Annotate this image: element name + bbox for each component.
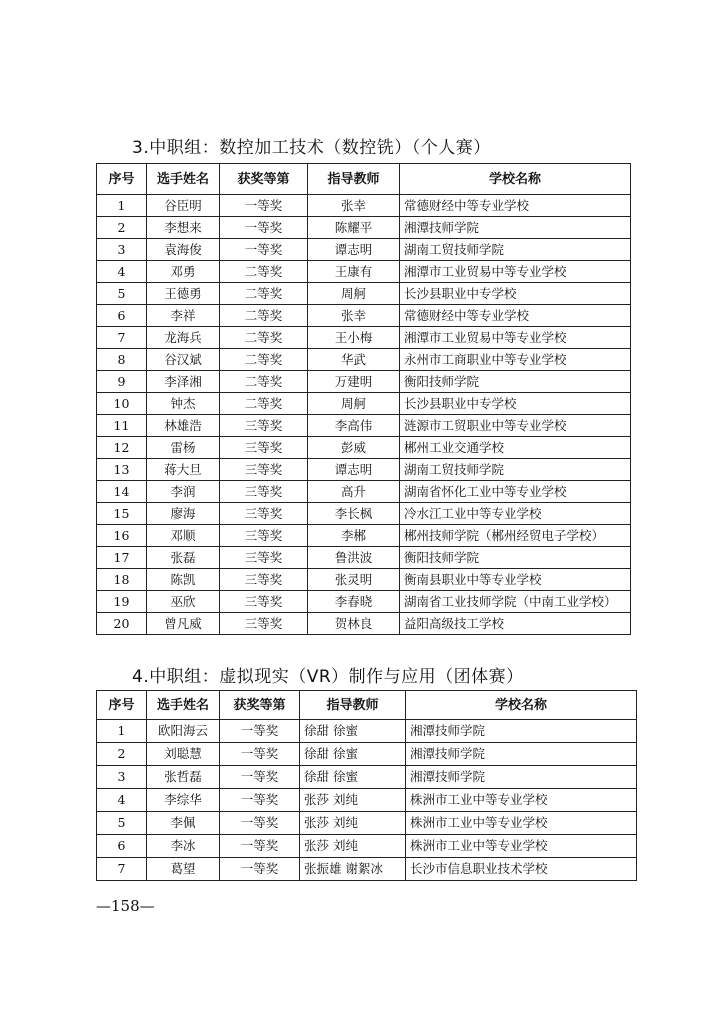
cell-teacher: 张振雄 谢絮冰 bbox=[300, 858, 406, 881]
table-row bbox=[97, 789, 637, 812]
cell-name: 邓顺 bbox=[147, 525, 220, 547]
table-row bbox=[97, 261, 631, 283]
cell-school: 长沙市信息职业技术学校 bbox=[406, 858, 637, 881]
table-row bbox=[97, 327, 631, 349]
cell-name: 谷汉斌 bbox=[147, 349, 220, 371]
cell-school: 株洲市工业中等专业学校 bbox=[406, 812, 637, 835]
cell-teacher: 张莎 刘纯 bbox=[300, 835, 406, 858]
cell-award: 三等奖 bbox=[220, 459, 308, 481]
cell-index: 14 bbox=[97, 481, 147, 503]
cell-award: 三等奖 bbox=[220, 569, 308, 591]
cell-teacher: 王康有 bbox=[308, 261, 400, 283]
table-row bbox=[97, 239, 631, 261]
section-title: 4.中职组：虚拟现实（VR）制作与应用（团体赛） bbox=[132, 667, 524, 687]
cell-teacher: 李高伟 bbox=[308, 415, 400, 437]
table-row bbox=[97, 743, 637, 766]
cell-award: 一等奖 bbox=[220, 812, 300, 835]
cell-award: 二等奖 bbox=[220, 349, 308, 371]
cell-name: 李祥 bbox=[147, 305, 220, 327]
cell-name: 葛望 bbox=[147, 858, 220, 881]
cell-school: 湘潭技师学院 bbox=[406, 766, 637, 789]
table-row bbox=[97, 835, 637, 858]
cell-school: 衡南县职业中等专业学校 bbox=[400, 569, 631, 591]
table-row bbox=[97, 415, 631, 437]
cell-award: 三等奖 bbox=[220, 613, 308, 635]
cell-teacher: 谭志明 bbox=[308, 239, 400, 261]
cell-name: 陈凯 bbox=[147, 569, 220, 591]
cell-school: 湘潭市工业贸易中等专业学校 bbox=[400, 327, 631, 349]
cell-index: 5 bbox=[97, 283, 147, 305]
cell-index: 7 bbox=[97, 858, 147, 881]
cell-award: 一等奖 bbox=[220, 789, 300, 812]
cell-teacher: 张灵明 bbox=[308, 569, 400, 591]
table-row bbox=[97, 349, 631, 371]
cell-name: 李冰 bbox=[147, 835, 220, 858]
cell-index: 8 bbox=[97, 349, 147, 371]
table-row bbox=[97, 437, 631, 459]
header-school: 学校名称 bbox=[400, 164, 631, 195]
cell-index: 10 bbox=[97, 393, 147, 415]
cell-teacher: 张莎 刘纯 bbox=[300, 812, 406, 835]
awards-table-vr bbox=[96, 690, 637, 881]
cell-name: 蒋大旦 bbox=[147, 459, 220, 481]
cell-school: 永州市工商职业中等专业学校 bbox=[400, 349, 631, 371]
table-row bbox=[97, 547, 631, 569]
cell-school: 郴州工业交通学校 bbox=[400, 437, 631, 459]
cell-school: 涟源市工贸职业中等专业学校 bbox=[400, 415, 631, 437]
cell-teacher: 李郴 bbox=[308, 525, 400, 547]
header-index: 序号 bbox=[97, 164, 147, 195]
cell-name: 钟杰 bbox=[147, 393, 220, 415]
cell-teacher: 李长枫 bbox=[308, 503, 400, 525]
cell-award: 一等奖 bbox=[220, 217, 308, 239]
cell-teacher: 张幸 bbox=[308, 195, 400, 217]
cell-index: 3 bbox=[97, 766, 147, 789]
cell-award: 三等奖 bbox=[220, 525, 308, 547]
cell-index: 11 bbox=[97, 415, 147, 437]
cell-name: 王德勇 bbox=[147, 283, 220, 305]
table-row bbox=[97, 525, 631, 547]
table-header-row bbox=[97, 164, 631, 195]
page-number: —158— bbox=[96, 897, 155, 915]
cell-award: 一等奖 bbox=[220, 239, 308, 261]
header-teacher: 指导教师 bbox=[300, 691, 406, 720]
table-row bbox=[97, 195, 631, 217]
cell-index: 20 bbox=[97, 613, 147, 635]
table-row bbox=[97, 720, 637, 743]
header-name: 选手姓名 bbox=[147, 164, 220, 195]
cell-index: 9 bbox=[97, 371, 147, 393]
cell-name: 龙海兵 bbox=[147, 327, 220, 349]
cell-name: 刘聪慧 bbox=[147, 743, 220, 766]
header-teacher: 指导教师 bbox=[308, 164, 400, 195]
cell-award: 一等奖 bbox=[220, 195, 308, 217]
table-row bbox=[97, 812, 637, 835]
cell-school: 湘潭技师学院 bbox=[400, 217, 631, 239]
cell-award: 二等奖 bbox=[220, 371, 308, 393]
table-row bbox=[97, 459, 631, 481]
cell-name: 李综华 bbox=[147, 789, 220, 812]
cell-name: 张哲磊 bbox=[147, 766, 220, 789]
table-row bbox=[97, 393, 631, 415]
cell-award: 三等奖 bbox=[220, 503, 308, 525]
cell-award: 三等奖 bbox=[220, 415, 308, 437]
cell-award: 二等奖 bbox=[220, 305, 308, 327]
cell-index: 16 bbox=[97, 525, 147, 547]
cell-school: 衡阳技师学院 bbox=[400, 547, 631, 569]
cell-school: 长沙县职业中专学校 bbox=[400, 393, 631, 415]
table-row bbox=[97, 371, 631, 393]
awards-table-cnc bbox=[96, 163, 631, 635]
cell-teacher: 张幸 bbox=[308, 305, 400, 327]
cell-teacher: 华武 bbox=[308, 349, 400, 371]
cell-name: 巫欣 bbox=[147, 591, 220, 613]
cell-teacher: 谭志明 bbox=[308, 459, 400, 481]
cell-teacher: 张莎 刘纯 bbox=[300, 789, 406, 812]
cell-index: 1 bbox=[97, 195, 147, 217]
cell-name: 李想来 bbox=[147, 217, 220, 239]
cell-name: 邓勇 bbox=[147, 261, 220, 283]
cell-teacher: 贺林良 bbox=[308, 613, 400, 635]
table-row bbox=[97, 503, 631, 525]
cell-school: 益阳高级技工学校 bbox=[400, 613, 631, 635]
cell-award: 一等奖 bbox=[220, 858, 300, 881]
cell-award: 一等奖 bbox=[220, 720, 300, 743]
cell-award: 三等奖 bbox=[220, 481, 308, 503]
header-award: 获奖等第 bbox=[220, 691, 300, 720]
cell-teacher: 徐甜 徐蜜 bbox=[300, 720, 406, 743]
cell-index: 19 bbox=[97, 591, 147, 613]
cell-index: 4 bbox=[97, 789, 147, 812]
header-name: 选手姓名 bbox=[147, 691, 220, 720]
cell-name: 雷杨 bbox=[147, 437, 220, 459]
cell-teacher: 鲁洪波 bbox=[308, 547, 400, 569]
cell-index: 3 bbox=[97, 239, 147, 261]
cell-award: 二等奖 bbox=[220, 327, 308, 349]
cell-school: 湘潭市工业贸易中等专业学校 bbox=[400, 261, 631, 283]
cell-teacher: 周舸 bbox=[308, 283, 400, 305]
cell-school: 湘潭技师学院 bbox=[406, 720, 637, 743]
cell-index: 7 bbox=[97, 327, 147, 349]
cell-name: 袁海俊 bbox=[147, 239, 220, 261]
cell-index: 18 bbox=[97, 569, 147, 591]
cell-school: 长沙县职业中专学校 bbox=[400, 283, 631, 305]
cell-award: 三等奖 bbox=[220, 437, 308, 459]
cell-teacher: 李春晓 bbox=[308, 591, 400, 613]
table-row bbox=[97, 858, 637, 881]
cell-school: 衡阳技师学院 bbox=[400, 371, 631, 393]
table-row bbox=[97, 591, 631, 613]
cell-teacher: 万建明 bbox=[308, 371, 400, 393]
cell-index: 2 bbox=[97, 217, 147, 239]
header-school: 学校名称 bbox=[406, 691, 637, 720]
header-index: 序号 bbox=[97, 691, 147, 720]
cell-school: 郴州技师学院（郴州经贸电子学校） bbox=[400, 525, 631, 547]
cell-index: 2 bbox=[97, 743, 147, 766]
cell-index: 12 bbox=[97, 437, 147, 459]
cell-index: 1 bbox=[97, 720, 147, 743]
cell-teacher: 周舸 bbox=[308, 393, 400, 415]
cell-award: 一等奖 bbox=[220, 743, 300, 766]
table-row bbox=[97, 481, 631, 503]
cell-school: 冷水江工业中等专业学校 bbox=[400, 503, 631, 525]
cell-award: 二等奖 bbox=[220, 261, 308, 283]
section-title: 3.中职组：数控加工技术（数控铣）（个人赛） bbox=[132, 138, 491, 158]
table-row bbox=[97, 569, 631, 591]
table-row bbox=[97, 217, 631, 239]
cell-school: 株洲市工业中等专业学校 bbox=[406, 835, 637, 858]
table-row bbox=[97, 305, 631, 327]
cell-award: 三等奖 bbox=[220, 547, 308, 569]
table-row bbox=[97, 283, 631, 305]
cell-teacher: 徐甜 徐蜜 bbox=[300, 766, 406, 789]
cell-teacher: 陈耀平 bbox=[308, 217, 400, 239]
cell-name: 张磊 bbox=[147, 547, 220, 569]
cell-school: 湖南工贸技师学院 bbox=[400, 239, 631, 261]
cell-index: 6 bbox=[97, 835, 147, 858]
cell-school: 湘潭技师学院 bbox=[406, 743, 637, 766]
cell-name: 李泽湘 bbox=[147, 371, 220, 393]
cell-name: 李佩 bbox=[147, 812, 220, 835]
cell-teacher: 王小梅 bbox=[308, 327, 400, 349]
cell-school: 常德财经中等专业学校 bbox=[400, 195, 631, 217]
table-header-row bbox=[97, 691, 637, 720]
cell-award: 一等奖 bbox=[220, 835, 300, 858]
cell-school: 湖南省工业技师学院（中南工业学校） bbox=[400, 591, 631, 613]
table-row bbox=[97, 766, 637, 789]
cell-index: 6 bbox=[97, 305, 147, 327]
cell-name: 李润 bbox=[147, 481, 220, 503]
cell-index: 15 bbox=[97, 503, 147, 525]
cell-index: 4 bbox=[97, 261, 147, 283]
cell-name: 曾凡威 bbox=[147, 613, 220, 635]
cell-teacher: 高升 bbox=[308, 481, 400, 503]
cell-name: 欧阳海云 bbox=[147, 720, 220, 743]
cell-name: 廖海 bbox=[147, 503, 220, 525]
cell-award: 一等奖 bbox=[220, 766, 300, 789]
cell-teacher: 彭威 bbox=[308, 437, 400, 459]
cell-school: 湖南省怀化工业中等专业学校 bbox=[400, 481, 631, 503]
cell-school: 株洲市工业中等专业学校 bbox=[406, 789, 637, 812]
cell-index: 13 bbox=[97, 459, 147, 481]
cell-teacher: 徐甜 徐蜜 bbox=[300, 743, 406, 766]
cell-index: 5 bbox=[97, 812, 147, 835]
cell-school: 湖南工贸技师学院 bbox=[400, 459, 631, 481]
header-award: 获奖等第 bbox=[220, 164, 308, 195]
cell-index: 17 bbox=[97, 547, 147, 569]
cell-school: 常德财经中等专业学校 bbox=[400, 305, 631, 327]
cell-name: 谷臣明 bbox=[147, 195, 220, 217]
cell-award: 三等奖 bbox=[220, 591, 308, 613]
table-row bbox=[97, 613, 631, 635]
cell-name: 林雄浩 bbox=[147, 415, 220, 437]
cell-award: 二等奖 bbox=[220, 283, 308, 305]
cell-award: 二等奖 bbox=[220, 393, 308, 415]
